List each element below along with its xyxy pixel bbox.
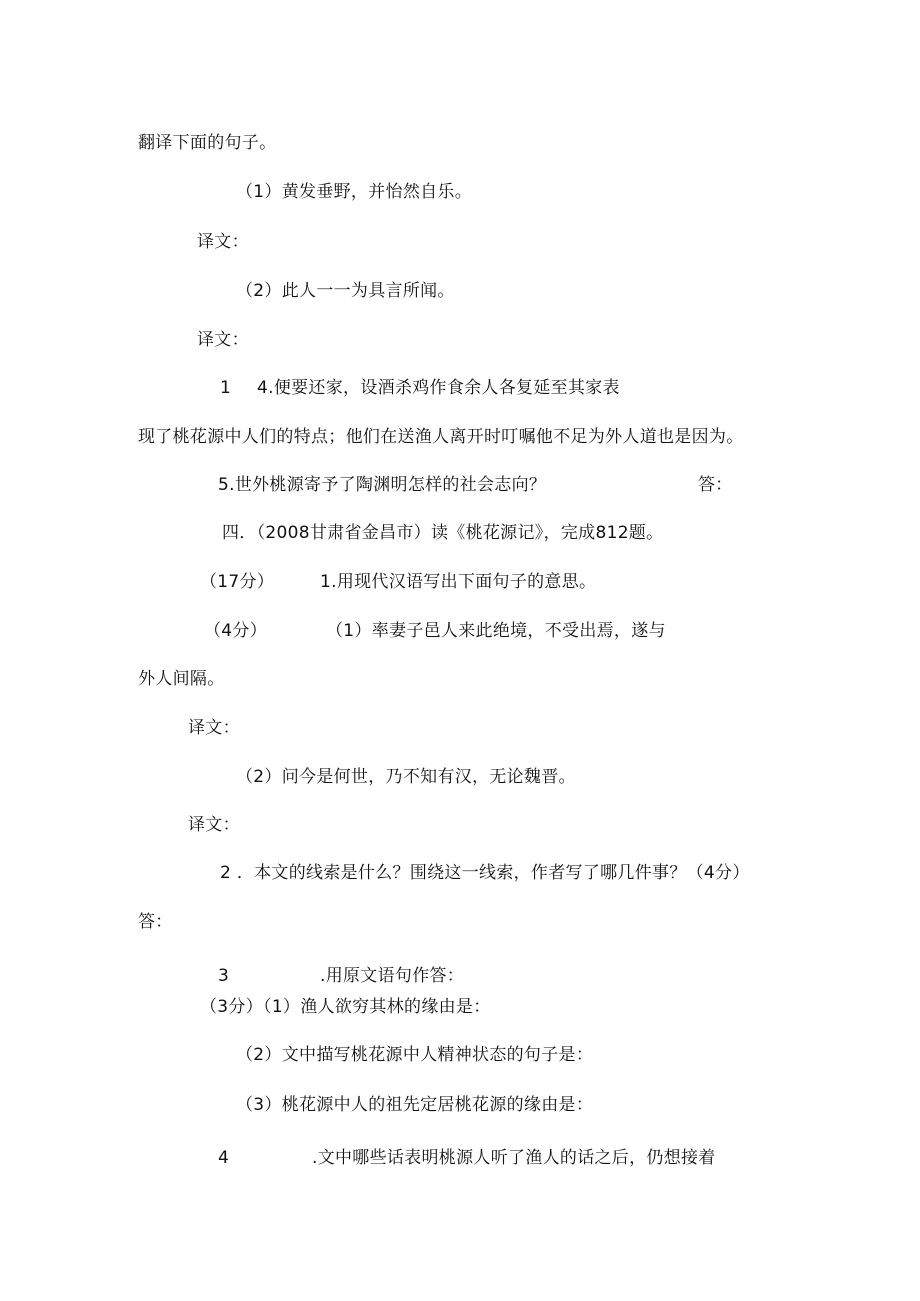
section-4-score: （17分） xyxy=(200,572,275,592)
question-2-answer-label: 答： xyxy=(138,912,173,932)
question-3-1: （3分）（1）渔人欲穷其林的缘由是： xyxy=(200,997,491,1017)
question-4-number: 4 xyxy=(218,1148,230,1168)
question-1-score: （4分） xyxy=(204,621,268,641)
question-3-text: .用原文语句作答： xyxy=(320,966,465,986)
question-5-text: 5.世外桃源寄予了陶渊明怎样的社会志向？ xyxy=(218,475,547,495)
translation-label-2: 译文： xyxy=(197,330,249,350)
sentence-q1-1-continued: 外人间隔。 xyxy=(138,669,225,689)
question-5-answer-label: 答： xyxy=(698,475,733,495)
sentence-q1-1: （1）率妻子邑人来此绝境，不受出焉，遂与 xyxy=(326,621,666,641)
question-3-3: （3）桃花源中人的祖先定居桃花源的缘由是： xyxy=(236,1095,594,1115)
sentence-q1-2: （2）问今是何世，乃不知有汉，无论魏晋。 xyxy=(236,767,576,787)
question-4-text: .文中哪些话表明桃源人听了渔人的话之后，仍想接着 xyxy=(312,1148,716,1168)
question-14-number: 1 xyxy=(220,378,232,398)
instruction-translate: 翻译下面的句子。 xyxy=(138,133,277,153)
question-14-text: 4.便要还家，设酒杀鸡作食余人各复延至其家表 xyxy=(257,378,620,398)
question-3-number: 3 xyxy=(218,966,230,986)
sentence-2: （2）此人一一为具言所闻。 xyxy=(236,281,455,301)
question-1-text: 1.用现代汉语写出下面句子的意思。 xyxy=(320,572,597,592)
question-2-text: 2 ．本文的线索是什么？围绕这一线索，作者写了哪几件事？（4分） xyxy=(220,863,750,883)
question-14-continued: 现了桃花源中人们的特点；他们在送渔人离开时叮嘱他不足为外人道也是因为。 xyxy=(138,427,744,447)
question-3-2: （2）文中描写桃花源中人精神状态的句子是： xyxy=(236,1045,594,1065)
translation-label-4: 译文： xyxy=(188,815,240,835)
translation-label-3: 译文： xyxy=(188,718,240,738)
sentence-1: （1）黄发垂野，并怡然自乐。 xyxy=(236,182,473,202)
section-4-heading: 四．（2008甘肃省金昌市）读《桃花源记》，完成812题。 xyxy=(222,523,664,543)
translation-label-1: 译文： xyxy=(197,232,249,252)
